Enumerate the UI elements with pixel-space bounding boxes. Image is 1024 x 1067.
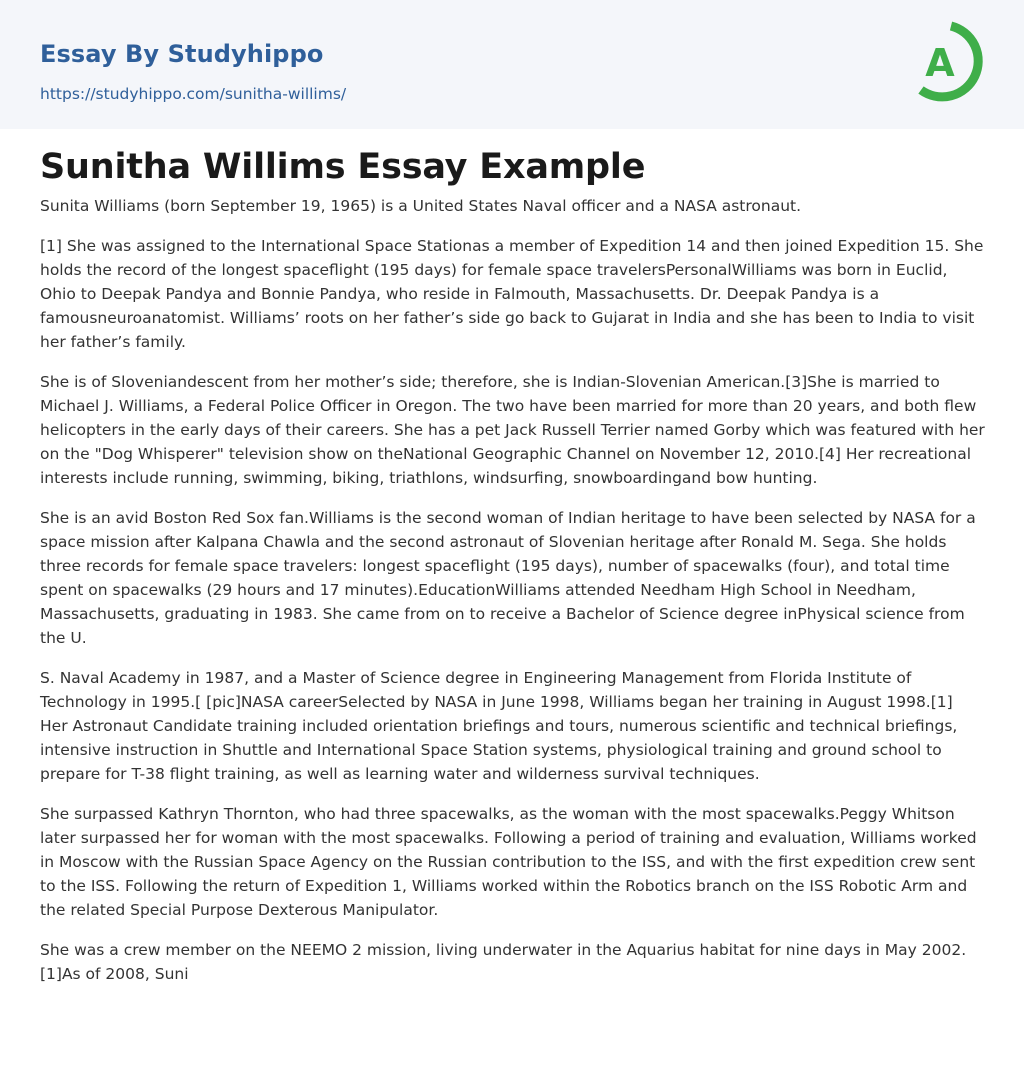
site-header [0, 0, 1024, 129]
paragraph-3: She is of Sloveniandescent from her mother’s side; therefore, she is Indian-Slovenian American.[3]She is married to Michael J. Williams, a Federal Police Officer in Oregon. The two have been married for more than 20 years, and both flew helicopters in the early days of their careers. She has a pet Jack Russell Terrier named Gorby which was featured with her on the "Dog Whisperer" television show on theNational Geographic Channel on November 12, 2010.[4] Her recreational interests include running, swimming, biking, triathlons, windsurfing, snowboardingand bow hunting. [40, 373, 985, 487]
article-body [40, 144, 985, 1002]
brand-title[interactable]: Essay By Studyhippo [40, 40, 324, 68]
paragraph-6: She surpassed Kathryn Thornton, who had three spacewalks, as the woman with the most spacewalks.Peggy Whitson later surpassed her for woman with the most spacewalks. Following a period of training and evaluation, Williams worked in Moscow with the Russian Space Agency on the Russian contribution to the ISS, and with the first expedition crew sent to the ISS. Following the return of Expedition 1, Williams worked within the Robotics branch on the ISS Robotic Arm and the related Special Purpose Dexterous Manipulator. [40, 805, 977, 919]
paragraph-2: [1] She was assigned to the International Space Stationas a member of Expedition 14 and then joined Expedition 15. She holds the record of the longest spaceflight (195 days) for female space travelersPersonalWilliams was born in Euclid, Ohio to Deepak Pandya and Bonnie Pandya, who reside in Falmouth, Massachusetts. Dr. Deepak Pandya is a famousneuroanatomist. Williams’ roots on her father’s side go back to Gujarat in India and she has been to India to visit her father’s family. [40, 237, 984, 351]
logo-letter: A [925, 41, 955, 85]
paragraph-4: She is an avid Boston Red Sox fan.Williams is the second woman of Indian heritage to have been selected by NASA for a space mission after Kalpana Chawla and the second astronaut of Slovenian heritage after Ronald M. Sega. She holds three records for female space travelers: longest spaceflight (195 days), number of spacewalks (four), and total time spent on spacewalks (29 hours and 17 minutes).EducationWilliams attended Needham High School in Needham, Massachusetts, graduating in 1983. She came from on to receive a Bachelor of Science degree inPhysical science from the U. [40, 509, 976, 647]
studyhippo-logo-icon[interactable] [911, 18, 987, 106]
paragraph-5: S. Naval Academy in 1987, and a Master of Science degree in Engineering Management from Florida Institute of Technology in 1995.[ [pic]NASA careerSelected by NASA in June 1998, Williams began her training in August 1998.[1] Her Astronaut Candidate training included orientation briefings and tours, numerous scientific and technical briefings, intensive instruction in Shuttle and International Space Station systems, physiological training and ground school to prepare for T-38 flight training, as well as learning water and wilderness survival techniques. [40, 669, 958, 783]
paragraph-7: She was a crew member on the NEEMO 2 mission, living underwater in the Aquarius habitat for nine days in May 2002.[1]As of 2008, Suni [40, 941, 967, 983]
source-url-link[interactable]: https://studyhippo.com/sunitha-willims/ [40, 85, 347, 103]
page-title: Sunitha Willims Essay Example [40, 147, 646, 187]
paragraph-1: Sunita Williams (born September 19, 1965) is a United States Naval officer and a NASA astronaut. [40, 197, 802, 215]
